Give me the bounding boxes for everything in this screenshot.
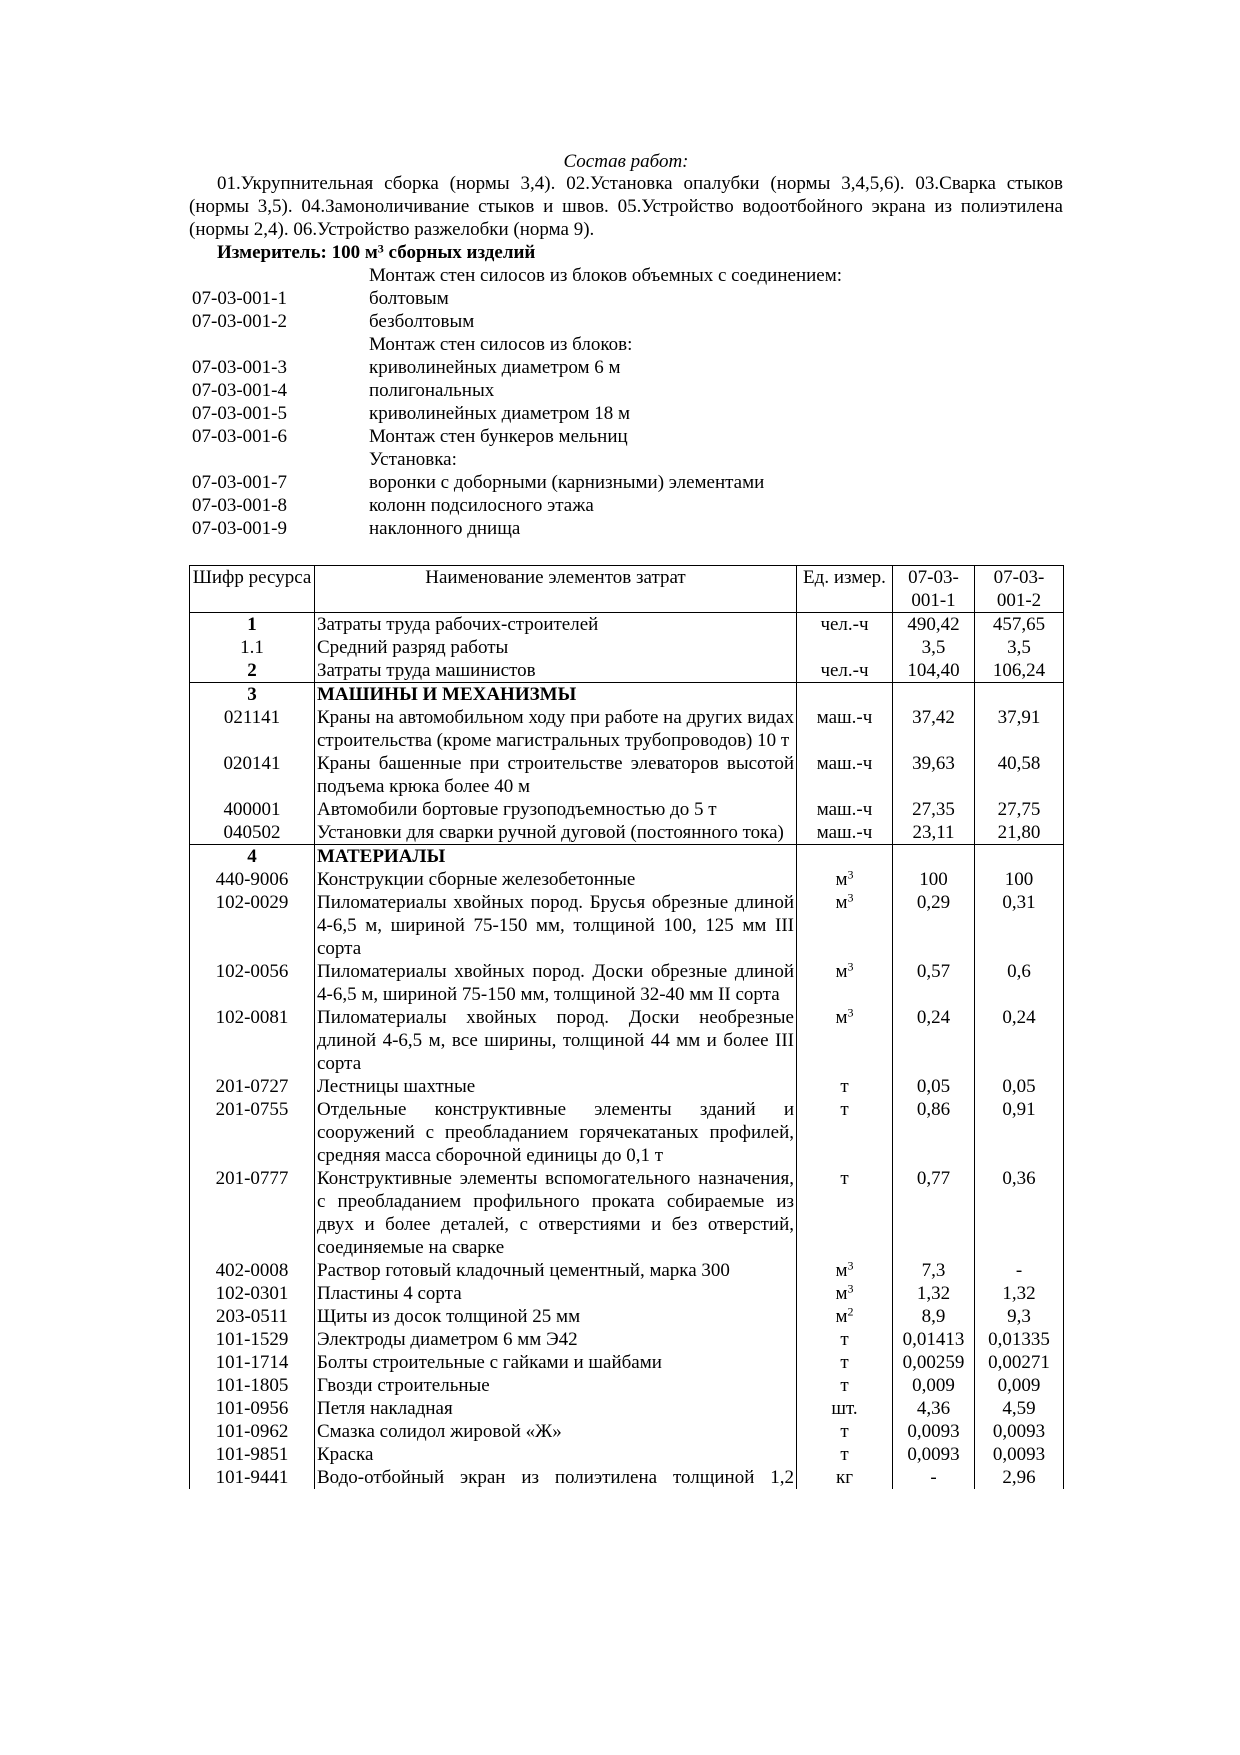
norm-1-value: 0,009	[893, 1374, 975, 1397]
resource-name: Отдельные конструктивные элементы зданий и сооружений с преобладанием горячекатаных профилей, средняя масса сборочной единицы до 0,1 т	[315, 1098, 797, 1167]
resource-name: Водо-отбойный экран из полиэтилена толщиной 1,2	[315, 1466, 797, 1489]
norm-1-value: 0,77	[893, 1167, 975, 1259]
resource-unit	[797, 1420, 893, 1443]
unit-text: маш.-ч	[816, 799, 873, 820]
norm-description: воронки с доборными (карнизными) элементами	[369, 472, 765, 493]
resource-name: Электроды диаметром 6 мм Э42	[315, 1328, 797, 1351]
norm-description: наклонного днища	[369, 518, 521, 539]
norm-description: Монтаж стен силосов из блоков объемных с соединением:	[369, 265, 843, 286]
resource-name: Затраты труда машинистов	[315, 659, 797, 683]
resource-code: 400001	[190, 798, 315, 821]
resource-code: 201-0727	[190, 1075, 315, 1098]
code-list-item	[189, 425, 1063, 448]
resource-code: 203-0511	[190, 1305, 315, 1328]
resource-code: 2	[190, 659, 315, 683]
table-row	[190, 1075, 1064, 1098]
measurement-suffix: сборных изделий	[383, 242, 536, 263]
measurement-unit	[217, 241, 535, 264]
unit-text: маш.-ч	[816, 753, 873, 774]
resource-name: Пиломатериалы хвойных пород. Брусья обрезные длиной 4-6,5 м, шириной 75-150 мм, толщиной 100, 125 мм III сорта	[315, 891, 797, 960]
resource-code: 201-0755	[190, 1098, 315, 1167]
norm-description: безболтовым	[369, 311, 475, 332]
norm-1-value: 0,57	[893, 960, 975, 1006]
norm-1-value	[893, 845, 975, 869]
resource-unit	[797, 1075, 893, 1098]
norm-1-value: 7,3	[893, 1259, 975, 1282]
resource-name: Краны башенные при строительстве элеваторов высотой подъема крюка более 40 м	[315, 752, 797, 798]
resource-name: Лестницы шахтные	[315, 1075, 797, 1098]
norm-2-value: 106,24	[975, 659, 1064, 683]
resource-code: 1.1	[190, 636, 315, 659]
table-row	[190, 613, 1064, 637]
resource-unit	[797, 1006, 893, 1075]
resource-code: 102-0081	[190, 1006, 315, 1075]
table-row	[190, 1282, 1064, 1305]
unit-text: т	[840, 1352, 849, 1373]
norm-2-value: 1,32	[975, 1282, 1064, 1305]
table-row	[190, 1328, 1064, 1351]
unit-text: маш.-ч	[816, 707, 873, 728]
norm-description: полигональных	[369, 380, 495, 401]
resource-unit	[797, 659, 893, 683]
table-row	[190, 1098, 1064, 1167]
resource-name: Конструктивные элементы вспомогательного назначения, с преобладанием профильного проката собираемые из двух и более деталей, с отверстиями и без отверстий, соединяемые на сварке	[315, 1167, 797, 1259]
resource-code: 101-1805	[190, 1374, 315, 1397]
norm-code: 07-03-001-5	[192, 403, 287, 424]
resource-code: 102-0301	[190, 1282, 315, 1305]
resource-code: 021141	[190, 706, 315, 752]
resource-unit	[797, 1167, 893, 1259]
unit-text: чел.-ч	[820, 660, 869, 681]
unit-exponent: 3	[847, 890, 854, 905]
resource-code: 1	[190, 613, 315, 637]
code-list-item	[189, 494, 1063, 517]
norm-1-value: 23,11	[893, 821, 975, 845]
norm-1-value: 3,5	[893, 636, 975, 659]
norm-1-value: 104,40	[893, 659, 975, 683]
norm-2-value: 100	[975, 868, 1064, 891]
table-row	[190, 960, 1064, 1006]
unit-exponent: 3	[847, 1005, 854, 1020]
norm-description: криволинейных диаметром 6 м	[369, 357, 621, 378]
header-code: Шифр ресурса	[190, 566, 315, 613]
norm-2-value	[975, 683, 1064, 707]
resource-unit	[797, 845, 893, 869]
code-list-item	[189, 264, 1063, 287]
unit-exponent: 3	[847, 1258, 854, 1273]
table-body	[190, 613, 1064, 1490]
norm-code: 07-03-001-3	[192, 357, 287, 378]
resource-name: Краска	[315, 1443, 797, 1466]
resources-table	[189, 565, 1064, 1489]
norm-2-value: 0,009	[975, 1374, 1064, 1397]
unit-text: м	[835, 1260, 848, 1281]
resource-name: Конструкции сборные железобетонные	[315, 868, 797, 891]
resource-name: Установки для сварки ручной дуговой (постоянного тока)	[315, 821, 797, 845]
resource-code: 101-9851	[190, 1443, 315, 1466]
resource-unit	[797, 636, 893, 659]
table-row	[190, 891, 1064, 960]
norm-code: 07-03-001-6	[192, 426, 287, 447]
unit-text: т	[840, 1444, 849, 1465]
table-section-row	[190, 683, 1064, 707]
code-list-item	[189, 356, 1063, 379]
norm-1-value: 0,00259	[893, 1351, 975, 1374]
resource-unit	[797, 1351, 893, 1374]
norm-1-value: 490,42	[893, 613, 975, 637]
unit-text: маш.-ч	[816, 822, 873, 843]
resource-unit	[797, 891, 893, 960]
norm-2-value: 9,3	[975, 1305, 1064, 1328]
resource-name: Автомобили бортовые грузоподъемностью до 5 т	[315, 798, 797, 821]
work-composition-text: 01.Укрупнительная сборка (нормы 3,4). 02.Установка опалубки (нормы 3,4,5,6). 03.Сварка стыков (нормы 3,5). 04.Замоноличивание стыков и швов. 05.Устройство водоотбойного экрана из полиэтилена (нормы 2,4). 06.Устройство разжелобки (норма 9).	[189, 173, 1063, 240]
code-list-item	[189, 448, 1063, 471]
norm-2-value: 21,80	[975, 821, 1064, 845]
norm-code: 07-03-001-7	[192, 472, 287, 493]
table-row	[190, 798, 1064, 821]
resource-name: Пиломатериалы хвойных пород. Доски обрезные длиной 4-6,5 м, шириной 75-150 мм, толщиной 32-40 мм II сорта	[315, 960, 797, 1006]
table-header-row	[190, 566, 1064, 613]
resource-name: Щиты из досок толщиной 25 мм	[315, 1305, 797, 1328]
resource-unit	[797, 613, 893, 637]
norm-1-value: 0,86	[893, 1098, 975, 1167]
norm-2-value: 0,91	[975, 1098, 1064, 1167]
resource-name: Краны на автомобильном ходу при работе на других видах строительства (кроме магистральных трубопроводов) 10 т	[315, 706, 797, 752]
unit-text: т	[840, 1168, 849, 1189]
resource-code: 020141	[190, 752, 315, 798]
resource-unit	[797, 1328, 893, 1351]
norm-1-value: 8,9	[893, 1305, 975, 1328]
norm-2-value: 27,75	[975, 798, 1064, 821]
norm-1-value: 0,0093	[893, 1443, 975, 1466]
resource-unit	[797, 1443, 893, 1466]
table-row	[190, 1443, 1064, 1466]
code-list-item	[189, 402, 1063, 425]
norm-1-value: 4,36	[893, 1397, 975, 1420]
unit-text: кг	[835, 1467, 854, 1488]
norm-2-value: 3,5	[975, 636, 1064, 659]
norm-code: 07-03-001-4	[192, 380, 287, 401]
resource-code: 040502	[190, 821, 315, 845]
code-list-item	[189, 471, 1063, 494]
norm-2-value	[975, 845, 1064, 869]
table-row	[190, 1006, 1064, 1075]
resource-unit	[797, 706, 893, 752]
norm-2-value: -	[975, 1259, 1064, 1282]
norm-2-value: 37,91	[975, 706, 1064, 752]
unit-text: т	[840, 1375, 849, 1396]
resource-unit	[797, 798, 893, 821]
resource-name: Затраты труда рабочих-строителей	[315, 613, 797, 637]
table-row	[190, 821, 1064, 845]
table-row	[190, 636, 1064, 659]
unit-exponent: 3	[847, 867, 854, 882]
resource-name: МАТЕРИАЛЫ	[315, 845, 797, 869]
norm-code: 07-03-001-8	[192, 495, 287, 516]
resource-name: МАШИНЫ И МЕХАНИЗМЫ	[315, 683, 797, 707]
table-row	[190, 1466, 1064, 1489]
unit-text: т	[840, 1099, 849, 1120]
table-row	[190, 752, 1064, 798]
norm-2-value: 0,05	[975, 1075, 1064, 1098]
table-row	[190, 1259, 1064, 1282]
unit-text: м	[835, 869, 848, 890]
resource-name: Средний разряд работы	[315, 636, 797, 659]
table-row	[190, 659, 1064, 683]
resource-code: 3	[190, 683, 315, 707]
norm-2-value: 0,31	[975, 891, 1064, 960]
code-list-item	[189, 287, 1063, 310]
resource-unit	[797, 1098, 893, 1167]
unit-exponent: 3	[847, 1281, 854, 1296]
resource-unit	[797, 752, 893, 798]
norm-1-value: 39,63	[893, 752, 975, 798]
resource-unit	[797, 821, 893, 845]
norm-description: Монтаж стен силосов из блоков:	[369, 334, 633, 355]
code-list-item	[189, 379, 1063, 402]
norm-2-value: 457,65	[975, 613, 1064, 637]
table-row	[190, 1305, 1064, 1328]
norm-codes-list	[189, 264, 1063, 540]
table-row	[190, 1374, 1064, 1397]
resource-name: Гвозди строительные	[315, 1374, 797, 1397]
norm-code: 07-03-001-2	[192, 311, 287, 332]
unit-exponent: 3	[847, 959, 854, 974]
unit-text: м	[835, 961, 848, 982]
table-row	[190, 1167, 1064, 1259]
norm-description: Установка:	[369, 449, 457, 470]
norm-2-value: 0,00271	[975, 1351, 1064, 1374]
unit-text: м	[835, 1007, 848, 1028]
norm-2-value: 2,96	[975, 1466, 1064, 1489]
resource-unit	[797, 1305, 893, 1328]
norm-code: 07-03-001-9	[192, 518, 287, 539]
header-name: Наименование элементов затрат	[315, 566, 797, 613]
unit-text: шт.	[831, 1398, 858, 1419]
unit-text: м	[835, 892, 848, 913]
norm-description: Монтаж стен бункеров мельниц	[369, 426, 628, 447]
resource-code: 101-1529	[190, 1328, 315, 1351]
code-list-item	[189, 333, 1063, 356]
resource-name: Петля накладная	[315, 1397, 797, 1420]
norm-1-value: 27,35	[893, 798, 975, 821]
header-unit: Ед. измер.	[797, 566, 893, 613]
norm-2-value: 0,6	[975, 960, 1064, 1006]
norm-description: криволинейных диаметром 18 м	[369, 403, 631, 424]
resource-unit	[797, 1374, 893, 1397]
norm-2-value: 40,58	[975, 752, 1064, 798]
norm-1-value: -	[893, 1466, 975, 1489]
resource-code: 101-9441	[190, 1466, 315, 1489]
norm-2-value: 0,36	[975, 1167, 1064, 1259]
norm-1-value: 0,0093	[893, 1420, 975, 1443]
unit-text: м	[835, 1306, 848, 1327]
resource-code: 201-0777	[190, 1167, 315, 1259]
measurement-sup: 3	[377, 241, 384, 256]
norm-2-value: 4,59	[975, 1397, 1064, 1420]
norm-1-value: 0,01413	[893, 1328, 975, 1351]
norm-description: колонн подсилосного этажа	[369, 495, 594, 516]
norm-1-value: 0,29	[893, 891, 975, 960]
resource-unit	[797, 683, 893, 707]
resource-name: Смазка солидол жировой «Ж»	[315, 1420, 797, 1443]
measurement-prefix: Измеритель: 100 м	[217, 242, 378, 263]
norm-2-value: 0,01335	[975, 1328, 1064, 1351]
norm-1-value: 100	[893, 868, 975, 891]
unit-text: м	[835, 1283, 848, 1304]
resource-name: Пиломатериалы хвойных пород. Доски необрезные длиной 4-6,5 м, все ширины, толщиной 44 мм и более III сорта	[315, 1006, 797, 1075]
norm-1-value: 1,32	[893, 1282, 975, 1305]
resource-unit	[797, 1466, 893, 1489]
table-row	[190, 1351, 1064, 1374]
norm-1-value: 37,42	[893, 706, 975, 752]
resource-code: 101-0956	[190, 1397, 315, 1420]
resource-unit	[797, 1282, 893, 1305]
resource-code: 440-9006	[190, 868, 315, 891]
unit-text: чел.-ч	[820, 614, 869, 635]
code-list-item	[189, 517, 1063, 540]
resource-name: Раствор готовый кладочный цементный, марка 300	[315, 1259, 797, 1282]
norm-2-value: 0,0093	[975, 1443, 1064, 1466]
resource-code: 102-0029	[190, 891, 315, 960]
header-norm-2: 07-03-001-2	[975, 566, 1064, 613]
table-row	[190, 868, 1064, 891]
norm-1-value: 0,24	[893, 1006, 975, 1075]
resource-unit	[797, 960, 893, 1006]
table-row	[190, 706, 1064, 752]
resource-code: 101-1714	[190, 1351, 315, 1374]
resource-unit	[797, 1259, 893, 1282]
resource-unit	[797, 868, 893, 891]
norm-description: болтовым	[369, 288, 449, 309]
norm-1-value	[893, 683, 975, 707]
unit-text: т	[840, 1421, 849, 1442]
resource-name: Пластины 4 сорта	[315, 1282, 797, 1305]
table-section-row	[190, 845, 1064, 869]
norm-code: 07-03-001-1	[192, 288, 287, 309]
unit-text: т	[840, 1076, 849, 1097]
resource-code: 102-0056	[190, 960, 315, 1006]
resource-unit	[797, 1397, 893, 1420]
resource-code: 402-0008	[190, 1259, 315, 1282]
resource-code: 4	[190, 845, 315, 869]
header-norm-1: 07-03-001-1	[893, 566, 975, 613]
work-composition-title: Состав работ:	[563, 151, 689, 172]
norm-2-value: 0,0093	[975, 1420, 1064, 1443]
code-list-item	[189, 310, 1063, 333]
norm-1-value: 0,05	[893, 1075, 975, 1098]
resource-name: Болты строительные с гайками и шайбами	[315, 1351, 797, 1374]
resource-code: 101-0962	[190, 1420, 315, 1443]
unit-text: т	[840, 1329, 849, 1350]
unit-exponent: 2	[847, 1304, 854, 1319]
norm-2-value: 0,24	[975, 1006, 1064, 1075]
table-row	[190, 1420, 1064, 1443]
table-row	[190, 1397, 1064, 1420]
